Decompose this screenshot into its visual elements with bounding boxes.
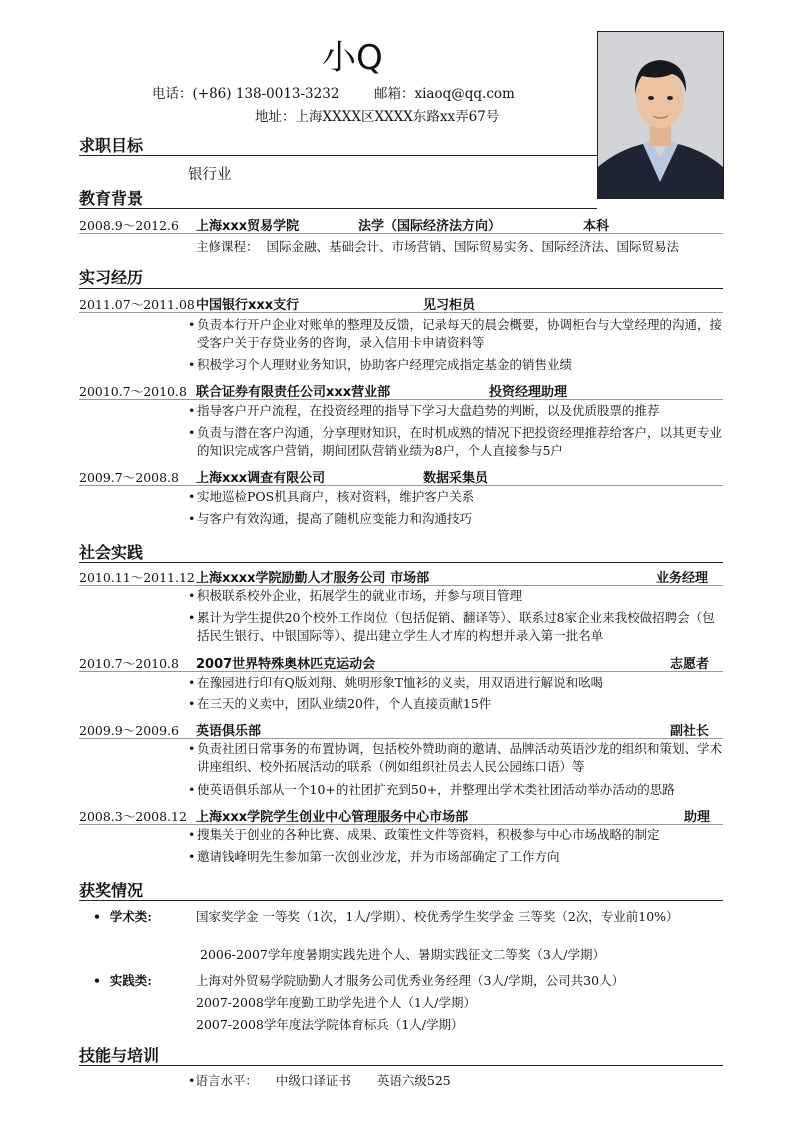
section-divider (79, 288, 723, 289)
address-line (255, 105, 499, 125)
section-divider (79, 900, 723, 901)
list-item: • 实地巡检POS机具商户，核对资料，维护客户关系 (188, 489, 475, 504)
list-item: • 负责本行开户企业对账单的整理及反馈，记录每天的晨会概要，协调柜台与大堂经理的沟通，接受客户关于存贷业务的咨询，录入信用卡申请资料等 (188, 317, 723, 350)
list-item: • 累计为学生提供20个校外工作岗位（包括促销、翻译等）、联系过8家企业来我校做招聘会（包括民生银行、中银国际等）、提出建立学生人才库的构想并录入第一批名单 (188, 610, 715, 643)
entry-divider (79, 824, 723, 825)
courses-list: 国际金融、基础会计、市场营销、国际贸易实务、国际经济法、国际贸易法 (266, 239, 680, 254)
section-title-internship: 实习经历 (79, 268, 144, 287)
skills-language-label: 语言水平： (195, 1073, 258, 1088)
objective-value: 银行业 (188, 167, 232, 183)
profile-photo (597, 31, 724, 199)
social-role: 副社长 (670, 724, 710, 739)
portrait-image (598, 32, 723, 198)
phone-line (152, 82, 339, 102)
entry-divider (79, 671, 723, 672)
education-date: 2008.9～2012.6 (79, 218, 179, 233)
address-value: 上海XXXX区XXXX东路xx弄67号 (295, 109, 500, 125)
skills-language: •语言水平： 中级口译证书 英语六级525 (188, 1073, 451, 1088)
internship-role: 投资经理助理 (489, 385, 568, 400)
list-item: • 积极学习个人理财业务知识，协助客户经理完成指定基金的销售业绩 (188, 357, 573, 372)
courses-label: 主修课程： (196, 239, 259, 254)
awards-practice-item: 2006-2007学年度暑期实践先进个人、暑期实践征文二等奖（3人/学期） (200, 947, 606, 962)
list-item: • 在豫园进行印有Q版刘翔、姚明形象T恤衫的义卖，用双语进行解说和吆喝 (188, 675, 604, 690)
section-title-awards: 获奖情况 (79, 881, 144, 900)
phone-label: 电话： (152, 86, 193, 102)
section-divider (79, 155, 597, 156)
section-divider (79, 1065, 723, 1066)
internship-date: 20010.7～2010.8 (79, 384, 187, 399)
entry-divider (79, 738, 723, 739)
skills-cert-interpretation: 中级口译证书 (275, 1073, 351, 1088)
list-item: • 在三天的义卖中，团队业绩20件，个人直接贡献15件 (188, 696, 492, 711)
social-role: 志愿者 (670, 657, 710, 672)
internship-org: 上海xxx调查有限公司 (196, 471, 326, 486)
education-school: 上海xxx贸易学院 (196, 219, 300, 234)
candidate-name: 小Q (322, 38, 383, 78)
section-divider (79, 562, 723, 563)
internship-date: 2009.7～2008.8 (79, 470, 179, 485)
internship-role: 见习柜员 (423, 298, 476, 313)
internship-org: 中国银行xxx支行 (196, 298, 300, 313)
internship-org: 联合证券有限责任公司xxx营业部 (196, 385, 391, 400)
awards-practice-label: • 实践类: (93, 973, 152, 988)
email-address: xiaoq@qq.com (414, 86, 515, 102)
social-date: 2010.7～2010.8 (79, 656, 179, 671)
social-date: 2009.9～2009.6 (79, 723, 179, 738)
entry-divider (79, 233, 723, 234)
awards-practice-item: 2007-2008学年度勤工助学先进个人（1人/学期） (196, 995, 477, 1010)
section-title-objective: 求职目标 (79, 136, 144, 155)
social-date: 2010.11～2011.12 (79, 570, 195, 585)
list-item: • 指导客户开户流程，在投资经理的指导下学习大盘趋势的判断，以及优质股票的推荐 (188, 403, 660, 418)
list-item: • 邀请钱峰明先生参加第一次创业沙龙，并为市场部确定了工作方向 (188, 849, 560, 864)
entry-divider (79, 585, 723, 586)
awards-academic-label: • 学术类: (93, 909, 152, 924)
education-major: 法学（国际经济法方向） (358, 219, 502, 234)
social-org: 上海xxx学院学生创业中心管理服务中心市场部 (196, 810, 469, 825)
list-item: • 负责与潜在客户沟通，分享理财知识，在时机成熟的情况下把投资经理推荐给客户，以其更专业的知识完成客户营销，期间团队营销业绩为8户，个人直接参与5户 (188, 425, 723, 458)
social-org: 英语俱乐部 (196, 724, 262, 739)
list-item: • 与客户有效沟通，提高了随机应变能力和沟通技巧 (188, 511, 473, 526)
awards-practice-item: 2007-2008学年度法学院体育标兵（1人/学期） (196, 1017, 464, 1032)
email-label: 邮箱： (374, 86, 415, 102)
internship-date: 2011.07～2011.08 (79, 297, 195, 312)
section-title-social: 社会实践 (79, 543, 144, 562)
phone-number: (+86) 138-0013-3232 (192, 86, 340, 102)
awards-practice-item: 上海对外贸易学院励勤人才服务公司优秀业务经理（3人/学期，公司共30人） (196, 973, 625, 988)
entry-divider (79, 312, 723, 313)
internship-role: 数据采集员 (423, 471, 489, 486)
entry-divider (79, 399, 723, 400)
email-line (374, 82, 515, 102)
education-courses (196, 237, 679, 255)
awards-academic-value: 国家奖学金 一等奖（1次，1人/学期）、校优秀学生奖学金 三等奖（2次，专业前10%） (196, 909, 679, 924)
skills-cert-cet6: 英语六级525 (376, 1073, 451, 1088)
list-item: • 积极联系校外企业，拓展学生的就业市场，并参与项目管理 (188, 588, 523, 603)
social-org: 2007世界特殊奥林匹克运动会 (196, 657, 376, 672)
education-degree: 本科 (583, 219, 610, 234)
social-org: 上海xxxx学院励勤人才服务公司 市场部 (196, 571, 430, 586)
list-item: • 使英语俱乐部从一个10+的社团扩充到50+，并整理出学术类社团活动举办活动的思路 (188, 782, 675, 797)
section-divider (79, 208, 597, 209)
entry-divider (79, 485, 723, 486)
section-title-education: 教育背景 (79, 189, 144, 208)
social-date: 2008.3～2008.12 (79, 809, 187, 824)
social-role: 业务经理 (656, 571, 709, 586)
address-label: 地址： (255, 109, 296, 125)
list-item: • 负责社团日常事务的布置协调，包括校外赞助商的邀请、品牌活动英语沙龙的组织和策划、学术讲座组织、校外拓展活动的联系（例如组织社员去人民公园练口语）等 (188, 741, 723, 774)
section-title-skills: 技能与培训 (79, 1046, 160, 1065)
list-item: • 搜集关于创业的各种比赛、成果、政策性文件等资料，积极参与中心市场战略的制定 (188, 827, 660, 842)
social-role: 助理 (684, 810, 711, 825)
